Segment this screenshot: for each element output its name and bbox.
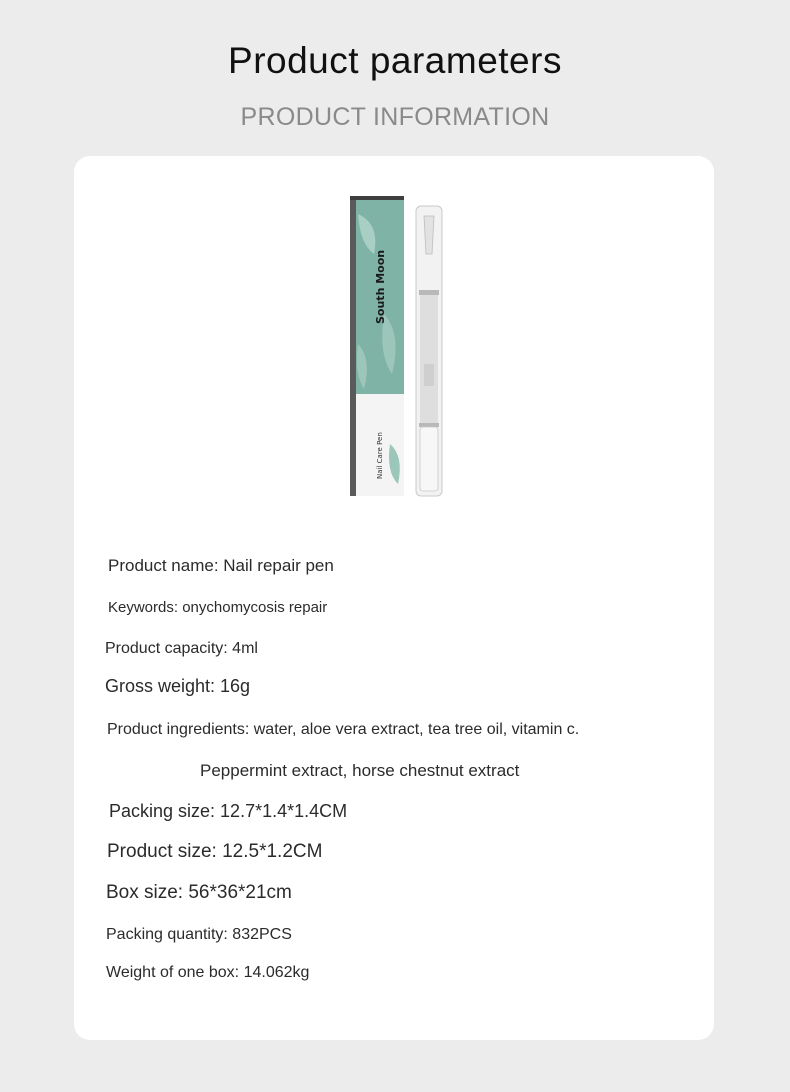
product-image [344,194,454,504]
pen-body [420,295,438,423]
param-product-name: Product name: Nail repair pen [108,556,334,575]
param-product-size: Product size: 12.5*1.2CM [107,841,323,862]
box-brand-text: South Moon [374,249,387,324]
param-box-size: Box size: 56*36*21cm [106,882,292,903]
pen-ring [419,290,439,295]
pen-body-shade [424,364,434,386]
page-title: Product parameters [228,40,562,81]
param-packing-quantity: Packing quantity: 832PCS [106,926,292,943]
param-box-weight: Weight of one box: 14.062kg [106,964,310,981]
pen-end [420,427,438,491]
param-capacity: Product capacity: 4ml [105,640,258,657]
param-ingredients: Product ingredients: water, aloe vera extract, tea tree oil, vitamin c. [107,721,580,738]
param-packing-size: Packing size: 12.7*1.4*1.4CM [109,801,348,821]
param-keywords: Keywords: onychomycosis repair [108,599,328,616]
pen-brush-tip [424,216,434,254]
box-label-text: Nail Care Pen [376,432,384,479]
box-side [350,198,356,496]
pen-ring [419,423,439,427]
page-subtitle: PRODUCT INFORMATION [240,103,550,131]
box-top [350,196,404,200]
param-gross-weight: Gross weight: 16g [105,676,251,696]
param-ingredients-cont: Peppermint extract, horse chestnut extract [200,761,520,780]
product-info-card [74,156,714,1040]
